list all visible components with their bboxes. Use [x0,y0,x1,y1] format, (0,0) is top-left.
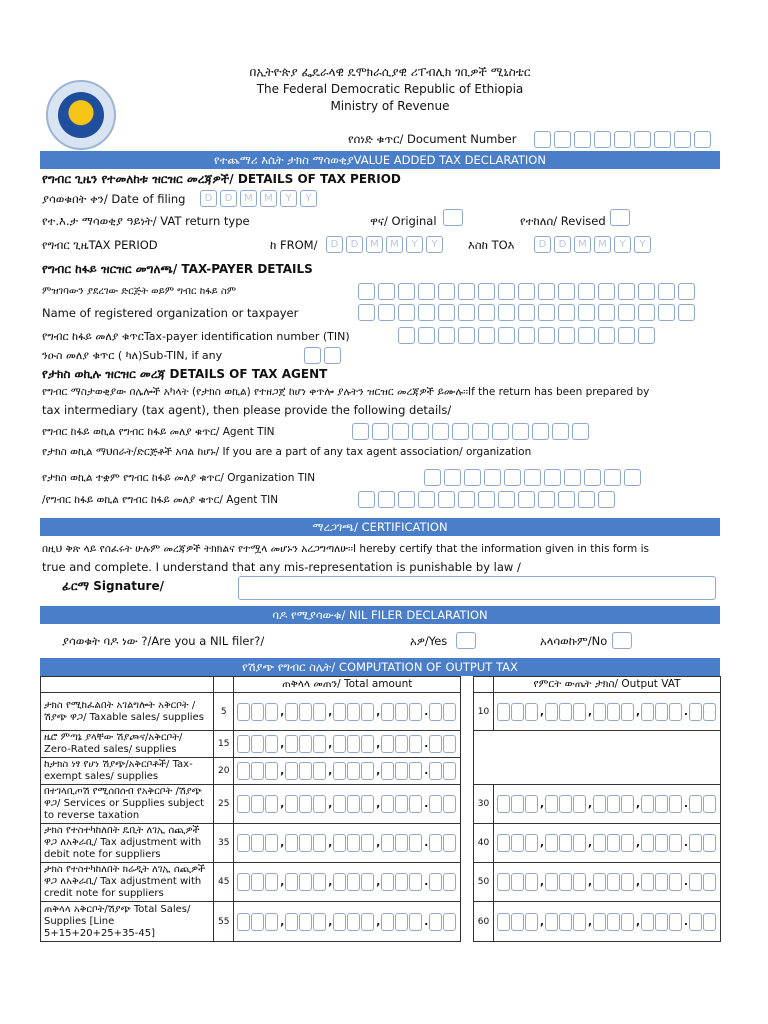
table-row [41,758,721,785]
table-row [41,863,721,902]
amount-input[interactable]: , , , . [237,873,457,891]
row-label: ጠቅላላ አቅርቦት/ሽያጭ Total Sales/ Supplies [Line 5+15+20+25+35-45] [41,902,214,942]
to-label: እስከ TOእ [468,238,515,252]
output-tax-bar: የሽያጭ የግብር ስሌት/ COMPUTATION OF OUTPUT TAX [40,658,720,676]
total-amount-cell[interactable] [234,902,461,942]
date-filing-field[interactable]: D D M M Y Y [200,190,320,207]
amount-input[interactable]: , , , . [497,834,717,852]
amount-input[interactable]: , , , . [237,795,457,813]
amount-input[interactable]: , , , . [497,795,717,813]
doc-number-label: የሰነድ ቁጥር/ Document Number [348,132,517,146]
amharic-title: በኢትዮጵያ ፌዴራላዊ ዴሞክራሲያዊ ሪፐብሊክ ገቢዎች ሚኒስቴር [249,65,531,79]
original-checkbox[interactable] [443,209,463,226]
doc-number-field[interactable] [534,131,714,148]
revised-label: የተከለሰ/ Revised [520,214,606,228]
row-label: በተገላቢጦሽ የሚሰበሰብ የአቅርቦት /ሽያጭ ዋጋ/ Services or Supplies subject to reverse taxation [41,785,214,824]
date-filing-label: ያሳወቁበት ቀን/ Date of filing [42,192,186,206]
line-number: 20 [214,758,234,785]
output-tax-table [40,676,721,942]
amount-input[interactable]: , , , . [237,913,457,931]
agent-tin2-label: /የግብር ከፋይ ወኪል የግብር ከፋይ መለያ ቁጥር/ Agent TIN [42,494,279,506]
col-total-header: ጠቅላላ መጠን/ Total amount [234,677,461,693]
output-vat-cell[interactable] [494,902,721,942]
period-heading: የግብር ጊዜን የተመለከቱ ዝርዝር መረጃዎች/ DETAILS OF TAX PERIOD [42,172,401,186]
nil-filer-bar: ባዶ የሚያሳውቁ/ NIL FILER DECLARATION [40,606,720,624]
table-row [41,785,721,824]
nil-question: ያሳወቁት ባዶ ነው ?/Are you a NIL filer?/ [62,634,265,648]
vat-declaration-bar: የተጨማሪ እሴት ታክስ ማሳወቂያVALUE ADDED TAX DECLARATION [40,151,720,169]
revised-checkbox[interactable] [610,209,630,226]
col-vat-header: የምርት ውጤት ታክስ/ Output VAT [494,677,721,693]
line-number: 55 [214,902,234,942]
table-row [41,824,721,863]
amount-input[interactable]: , , , . [237,762,457,780]
row-label: ታክስ የሚከፈልበት አገልግሎት አቅርቦት /ሽያጭ ዋጋ/ Taxable sales/ supplies [41,693,214,731]
line-number: 50 [474,863,494,902]
amount-input[interactable]: , , , . [497,913,717,931]
nil-no-label: አላሳወኩም/No [540,634,608,648]
line-number: 40 [474,824,494,863]
row-label: ዜሮ ምጣኔ ያላቸው ሽያጮና/አቅርቦት/ Zero-Rated sales/ supplies [41,731,214,758]
table-header-row [41,677,721,693]
row-label: ከታክስ ነፃ የሆነ ሽያጭ/አቅርቦቶች/ Tax-exempt sales/ supplies [41,758,214,785]
amount-input[interactable]: , , , . [497,703,717,721]
line-number: 60 [474,902,494,942]
ministry-logo [46,80,116,150]
output-vat-cell [494,731,721,758]
output-vat-cell[interactable] [494,824,721,863]
taxpayer-heading: የግብር ከፋይ ዝርዝር መግለጫ/ TAX-PAYER DETAILS [42,262,313,276]
line-number: 30 [474,785,494,824]
total-amount-cell[interactable] [234,731,461,758]
output-vat-cell[interactable] [494,693,721,731]
total-amount-cell[interactable] [234,863,461,902]
cert-text2: true and complete. I understand that any mis-representation is punishable by law / [42,560,521,574]
row-label: ታክስ የተስተካከለበት ክሬዲት ለገኢ ሰጪዎች ዋጋ ለአቅራቢ/ Tax adjustment with credit note for suppliers [41,863,214,902]
return-type-label: የተ.እ.ታ ማሳወቂያ ዓይነት/ VAT return type [42,214,250,228]
signature-label: ፊርማ Signature/ [62,579,164,593]
line-number: 5 [214,693,234,731]
line-number: 35 [214,824,234,863]
to-date-field[interactable]: D D M M Y Y [534,236,654,253]
association-label: የታክስ ወኪል ማህበራት/ድርጅቶች አባል ከሆኑ/ If you are a part of any tax agent association/ organization [42,446,532,458]
agent-tin2-field[interactable] [358,491,618,508]
tin-field[interactable] [398,327,658,344]
tax-period-label: የግብር ጊዜTAX PERIOD [42,238,158,252]
amount-input[interactable]: , , , . [237,834,457,852]
agent-heading: የታክስ ወኪሉ ዝርዝር መረጃ DETAILS OF TAX AGENT [42,367,328,381]
nil-no-checkbox[interactable] [612,632,632,649]
line-number: 45 [214,863,234,902]
org-amharic-label: ምዝገባውን ያደረገው ድርጅት ወይም ግብር ከፋይ ስም [42,286,237,297]
amount-input[interactable]: , , , . [497,873,717,891]
table-row [41,902,721,942]
line-number [474,758,494,785]
agent-note1: የግብር ማስታወቂያው በሌሎች አካላት (የታክስ ወኪል) የተዘጋጀ ከሆነ ቀጥሎ ያሉትን ዝርዝር መረጃዎች ይሙሉ፡፡If the return has been prepared by [42,386,650,398]
total-amount-cell[interactable] [234,758,461,785]
output-vat-cell[interactable] [494,785,721,824]
table-row [41,731,721,758]
line-number: 15 [214,731,234,758]
row-label: ታክስ የተስተካከለበት ዴቢት ለገኢ ሰጪዎች ዋጋ ለአቅራቢ/ Tax adjustment with debit note for suppliers [41,824,214,863]
agent-tin-field[interactable] [352,423,592,440]
certification-bar: ማረጋገጫ/ CERTIFICATION [40,518,720,536]
line-number: 10 [474,693,494,731]
tin-label: የግብር ከፋይ መለያ ቁጥርTax-payer identification number (TIN) [42,330,350,343]
org-tin-field[interactable] [424,469,644,486]
nil-yes-checkbox[interactable] [456,632,476,649]
agent-tin-label: የግብር ከፋይ ወኪል የግብር ከፋይ መለያ ቁጥር/ Agent TIN [42,426,275,438]
title-line2: Ministry of Revenue [330,99,450,113]
total-amount-cell[interactable] [234,693,461,731]
total-amount-cell[interactable] [234,824,461,863]
subtin-field[interactable] [304,347,344,364]
title-line1: The Federal Democratic Republic of Ethiopia [256,82,524,96]
from-date-field[interactable]: D D M M Y Y [326,236,446,253]
nil-yes-label: አዎ/Yes [410,634,448,648]
amount-input[interactable]: , , , . [237,735,457,753]
original-label: ዋና/ Original [370,214,437,228]
output-vat-cell[interactable] [494,863,721,902]
total-amount-cell[interactable] [234,785,461,824]
subtin-label: ንዑስ መለያ ቁጥር ( ካለ)Sub-TIN, if any [42,349,223,362]
signature-field[interactable] [238,576,716,600]
org-name-label: Name of registered organization or taxpayer [42,306,299,320]
table-row [41,693,721,731]
output-vat-cell [494,758,721,785]
line-number [474,731,494,758]
agent-note2: tax intermediary (tax agent), then please provide the following details/ [42,403,452,417]
org-name-row1[interactable] [358,283,698,300]
from-label: ከ FROM/ [270,238,318,252]
line-number: 25 [214,785,234,824]
org-name-row2[interactable] [358,304,698,321]
org-tin-label: የታክስ ወኪል ተቋም የግብር ከፋይ መለያ ቁጥር/ Organization TIN [42,472,316,484]
cert-text1: በዚህ ቅጽ ላይ የሰፈሩት ሁሉም መረጃዎች ትክክልና የተሟላ መሆኑን አረጋግጣለሁ፡፡I hereby certify that the information given in this form is [42,543,649,555]
amount-input[interactable]: , , , . [237,703,457,721]
